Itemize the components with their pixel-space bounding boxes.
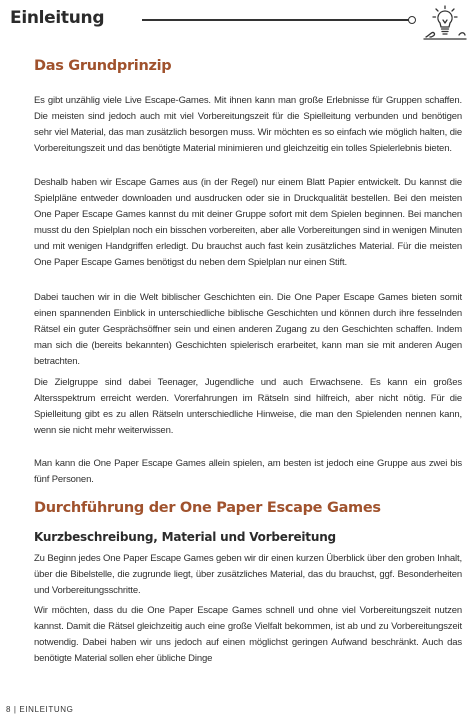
lightbulb-doodle-icon bbox=[423, 5, 467, 41]
paragraph: Wir möchten, dass du die One Paper Escape Games schnell und ohne viel Vorbereitungszeit nutzen kannst. Damit die Rätsel gleichzeitig auch eine große Vielfalt bekommen, ist ab und zu Vorbereitungszeit notwendig. Dabei haben wir uns jedoch auf einen möglichst geringen Aufwand beschränkt. Auch das benötigte Material sollen eher übliche Dinge bbox=[34, 605, 462, 664]
footer-separator: | bbox=[13, 705, 17, 714]
paragraph: Man kann die One Paper Escape Games allein spielen, am besten ist jedoch eine Gruppe aus zwei bis fünf Personen. bbox=[34, 458, 462, 485]
chapter-title: Einleitung bbox=[10, 8, 105, 28]
paragraph: Deshalb haben wir Escape Games aus (in der Regel) nur einem Blatt Papier entwickelt. Du kannst die Spielpläne entweder downloaden und ausdrucken oder sie in Druckqualität bestellen. Bei den meisten One Paper Escape Games kannst du mit deiner Gruppe sofort mit dem Spielen beginnen. Bei manchen musst du den Spielplan noch ein bisschen vorbereiten, aber alle Vorbereitungen sind in wenigen Minuten und mit wenigen Handgriffen erledigt. Du brauchst auch fast kein zusätzliches Material. Für die meisten One Paper Escape Games benötigst du neben dem Spielplan nur einen Stift. bbox=[34, 177, 462, 268]
chapter-header bbox=[10, 8, 460, 44]
section-heading-grundprinzip: Das Grundprinzip bbox=[34, 58, 172, 74]
footer-section-label: EINLEITUNG bbox=[19, 705, 74, 714]
paragraph: Zu Beginn jedes One Paper Escape Games geben wir dir einen kurzen Überblick über den groben Inhalt, über die Bibelstelle, die zugrunde liegt, über zusätzliches Material, das du brauchst, ggf. Besonderheiten und Vorbereitungsschritte. bbox=[34, 553, 462, 596]
sub-heading: Kurzbeschreibung, Material und Vorbereitung bbox=[34, 530, 336, 544]
page-number: 8 bbox=[6, 705, 12, 714]
paragraph: Dabei tauchen wir in die Welt biblischer Geschichten ein. Die One Paper Escape Games bieten somit einen spannenden Einblick in unterschiedliche biblische Geschichten und können durch ihre fesselnden Rätsel ein guter Gesprächsöffner sein und einen anderen Zugang zu den Geschichten schaffen. Indem man sich die (bereits bekannten) Geschichten spielerisch erarbeitet, kann man sie mit anderen Augen betrachten. bbox=[34, 292, 462, 367]
header-rule bbox=[142, 19, 410, 21]
page-footer bbox=[6, 705, 73, 714]
paragraph: Es gibt unzählig viele Live Escape-Games. Mit ihnen kann man große Erlebnisse für Gruppen schaffen. Die meisten sind jedoch auch mit viel Vorbereitungszeit für die Spielleitung verbunden und benötigen sehr viel Material, das man zusätzlich besorgen muss. Wir möchten es so einfach wie möglich halten, die Vorbereitungszeit und das benötigte Material minimieren und gleichzeitig ein tolles Spielerlebnis bieten. bbox=[34, 95, 462, 154]
paragraph: Die Zielgruppe sind dabei Teenager, Jugendliche und auch Erwachsene. Es kann ein großes Altersspektrum erreicht werden. Vorerfahrungen im Rätseln sind hilfreich, aber nicht nötig. Für die Spielleitung gibt es zu allen Rätseln unterschiedliche Hinweise, die man den Spielenden nennen kann, wenn sie nicht mehr weiterwissen. bbox=[34, 377, 462, 436]
section-heading-durchfuehrung: Durchführung der One Paper Escape Games bbox=[34, 500, 381, 516]
rule-end-dot bbox=[408, 16, 416, 24]
